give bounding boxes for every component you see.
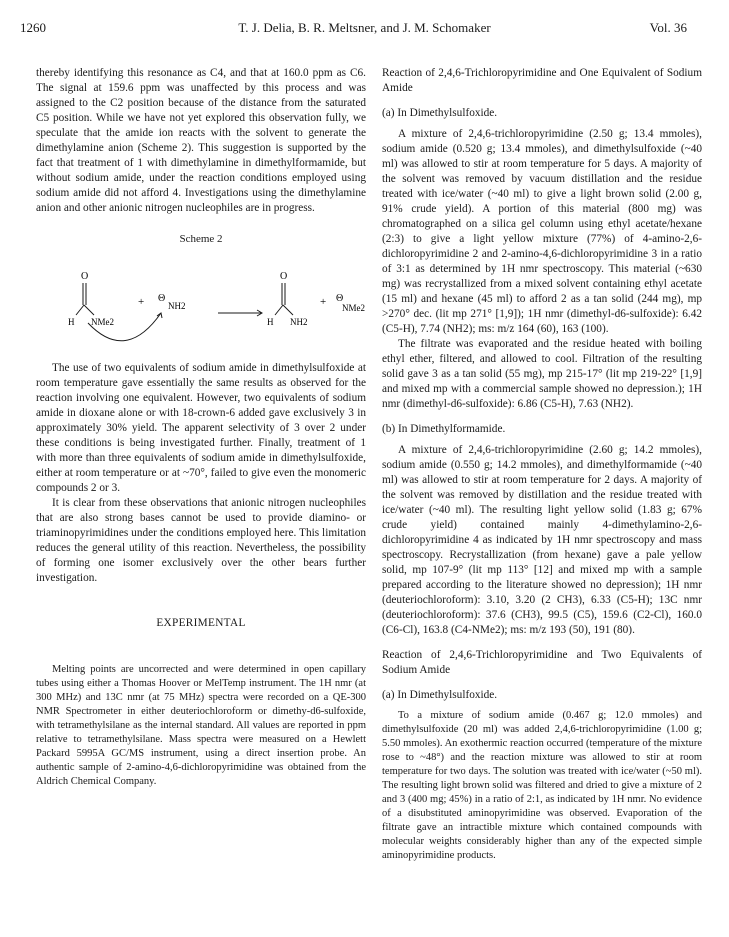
scheme-nme2-2: NMe2 bbox=[342, 303, 365, 313]
paragraph-resonance: thereby identifying this resonance as C4, and that at 160.0 ppm as C6. The signal at 159.6 ppm was unaffected by this process and was assigned to the C2 position because of the distance from the saturated C5 position. While we have not yet explored this observation fully, we speculate that the amide ion reacts with the solvent to generate the dimethylamine anion (Scheme 2). This suggestion is supported by the fact that treatment of 1 with dimethylamine in dimethylformamide, but without sodium amide, under the reaction conditions employed using sodium amide did not afford 4. Investigations using the dimethylamine anion and other anionic nitrogen nucleophiles are in progress. bbox=[36, 67, 366, 214]
running-head-authors: T. J. Delia, B. R. Meltsner, and J. M. Schomaker bbox=[238, 20, 491, 35]
scheme-nh2-1: NH2 bbox=[168, 301, 186, 311]
paragraph-conclusion: It is clear from these observations that anionic nitrogen nucleophiles that are also strong bases cannot be used to provide diamino- or triaminopyrimidines under the conditions employed here. This limitation reduces the general utility of this reaction. Nevertheless, the possibility of forming one isomer exclusively over the other bears further investigation. bbox=[36, 497, 366, 584]
scheme-plus-2: + bbox=[320, 296, 327, 308]
paragraph-dmso-procedure: A mixture of 2,4,6-trichloropyrimidine (2.50 g; 13.4 mmoles), sodium amide (0.520 g; 13.4 mmoles), and dimethylsulfoxide (~40 ml) was allowed to stir at room temperature for 5 days. A majority of the solvent was removed by vacuum distillation and the residue treated with ice/water (~40 ml) to give a light brown solid (2.00 g, 91% crude yield). A portion of this material (800 mg) was chromatographed on a silica gel column using ethyl acetate/hexane (2:3) to give a light yellow mixture (77%) of 4-amino-2,6-dichloropyrimidine 2 and 2-amino-4,6-dichloropyrimidine 3 in a ratio of 3:1 as determined by 1H nmr spectroscopy. This material (~630 mg) was recrystallized from a mixed solvent containing ethyl acetate (15 ml) and hexane (45 ml) to afford 2 as a tan solid (244 mg), mp >270° dec. (lit mp 271° [1,9]); 1H nmr (dimethyl-d6-sulfoxide): 6.42 (C5-H), 7.74 (NH2); ms: m/z 164 (60), 163 (100). bbox=[382, 128, 702, 335]
section-heading-experimental: EXPERIMENTAL bbox=[156, 617, 246, 629]
scheme-plus-1: + bbox=[138, 296, 145, 308]
scheme-title: Scheme 2 bbox=[179, 233, 223, 245]
scheme-o-1: O bbox=[81, 271, 89, 282]
subheading-dmso-a: (a) In Dimethylsulfoxide. bbox=[382, 107, 498, 119]
scheme-nh2-2: NH2 bbox=[290, 317, 308, 327]
scheme-minus-1: Θ bbox=[158, 293, 166, 304]
paragraph-two-equivalents: The use of two equivalents of sodium amide in dimethylsulfoxide at room temperature gave essentially the same results as observed for the reaction involving one equivalent. However, two equivalents of sodium amide in dioxane alone or with 18-crown-6 added gave exclusively 3 in approximately 30% yield. The apparent selectivity of 3 over 2 under these conditions is being investigated further. Finally, treatment of 1 with more than three equivalents of sodium amide in dimethylsulfoxide, either at room temperature or at ~70°, failed to give even the monomeric compounds 2 or 3. bbox=[36, 362, 366, 494]
paragraph-two-equiv-procedure: To a mixture of sodium amide (0.467 g; 12.0 mmoles) and dimethylsulfoxide (20 ml) was added 2,4,6-trichloropyrimidine (1.00 g; 5.50 mmoles). An exothermic reaction occurred (temperature of the mixture rose to ~48°) and the reaction mixture was allowed to stir at room temperature for two days. The solution was treated with ice/water (~50 ml). The resulting light brown solid was filtered and dried to give a mixture of 2 and 3 (400 mg; 45%) in a ratio of 2:1, as indicated by 1H nmr. No evidence of a disubstituted aminopyrimidine was observed. Evaporation of the filtrate gave an intractible mixture which contained compounds with molecular weights considerably higher than any of the expected simple aminopyrimidine products. bbox=[382, 710, 702, 861]
subheading-dmso-c: (a) In Dimethylsulfoxide. bbox=[382, 689, 498, 701]
scheme-minus-2: Θ bbox=[336, 293, 344, 304]
paragraph-methods: Melting points are uncorrected and were determined in open capillary tubes using either a Thomas Hoover or MelTemp instrument. The 1H nmr (at 300 MHz) and 13C nmr (at 75 MHz) spectra were recorded on a QE-300 NMR Spectrometer in either deuteriochloroform or dimethy-d6-sulfoxide, with tetramethylsilane as the internal standard. All values are reported in ppm relative to tetramethylsilane. Mass spectra were measured on a Hewlett Packard 5995A GC/MS instrument, using a direct insertion probe. An authentic sample of 2-amino-4,6-dichloropyrimidine was obtained from the Aldrich Chemical Company. bbox=[36, 664, 366, 787]
paragraph-filtrate: The filtrate was evaporated and the residue heated with boiling ethyl ether, filtered, and allowed to cool. Filtration of the resulting solid gave 3 as a tan solid (55 mg), mp 215-17° (lit mp 219-22° [1,9] and mixed mp with a commercial sample showed no depression.); 1H nmr (dimethyl-d6-sulfoxide): 6.86 (C5-H), 7.63 (NH2). bbox=[382, 338, 702, 410]
subheading-dmf-b: (b) In Dimethylformamide. bbox=[382, 423, 506, 435]
left-column bbox=[36, 66, 366, 789]
right-column bbox=[382, 66, 702, 863]
heading-one-equivalent: Reaction of 2,4,6-Trichloropyrimidine and One Equivalent of Sodium Amide bbox=[382, 67, 702, 94]
paragraph-dmf-procedure: A mixture of 2,4,6-trichloropyrimidine (2.60 g; 14.2 mmoles), sodium amide (0.550 g; 14.2 mmoles), and dimethylformamide (~40 ml) was allowed to stir at room temperature for 2 days. A majority of the solvent was removed by distillation and the residue treated with ice/water (~40 ml). The resulting light yellow solid (1.83 g; 67% crude yield) contained mainly 4-dimethylamino-2,6-dichloropyrimidine 4 as indicated by 1H nmr spectroscopy and mass spectroscopy. Recrystallization (from hexane) gave a pale yellow solid, mp 107-9° (lit mp 113° [12] and mixed mp with a sample prepared according to the literature showed no depression); 1H nmr (deuteriochloroform): 3.10, 3.20 (2 CH3), 6.33 (C5-H); 13C nmr (deuteriochloroform): 37.6 (CH3), 99.5 (C5), 159.6 (C2-Cl), 160.0 (C6-Cl), 163.8 (C4-NMe2); ms: m/z 193 (50), 191 (80). bbox=[382, 444, 702, 636]
scheme-nme2-1: NMe2 bbox=[91, 317, 114, 327]
scheme-2-diagram bbox=[36, 253, 366, 353]
volume-label: Vol. 36 bbox=[649, 20, 687, 35]
scheme-h-2: H bbox=[267, 317, 274, 327]
scheme-h-1: H bbox=[68, 317, 75, 327]
page-number: 1260 bbox=[20, 20, 46, 35]
heading-two-equivalents: Reaction of 2,4,6-Trichloropyrimidine and Two Equivalents of Sodium Amide bbox=[382, 649, 702, 676]
scheme-o-2: O bbox=[280, 271, 288, 282]
